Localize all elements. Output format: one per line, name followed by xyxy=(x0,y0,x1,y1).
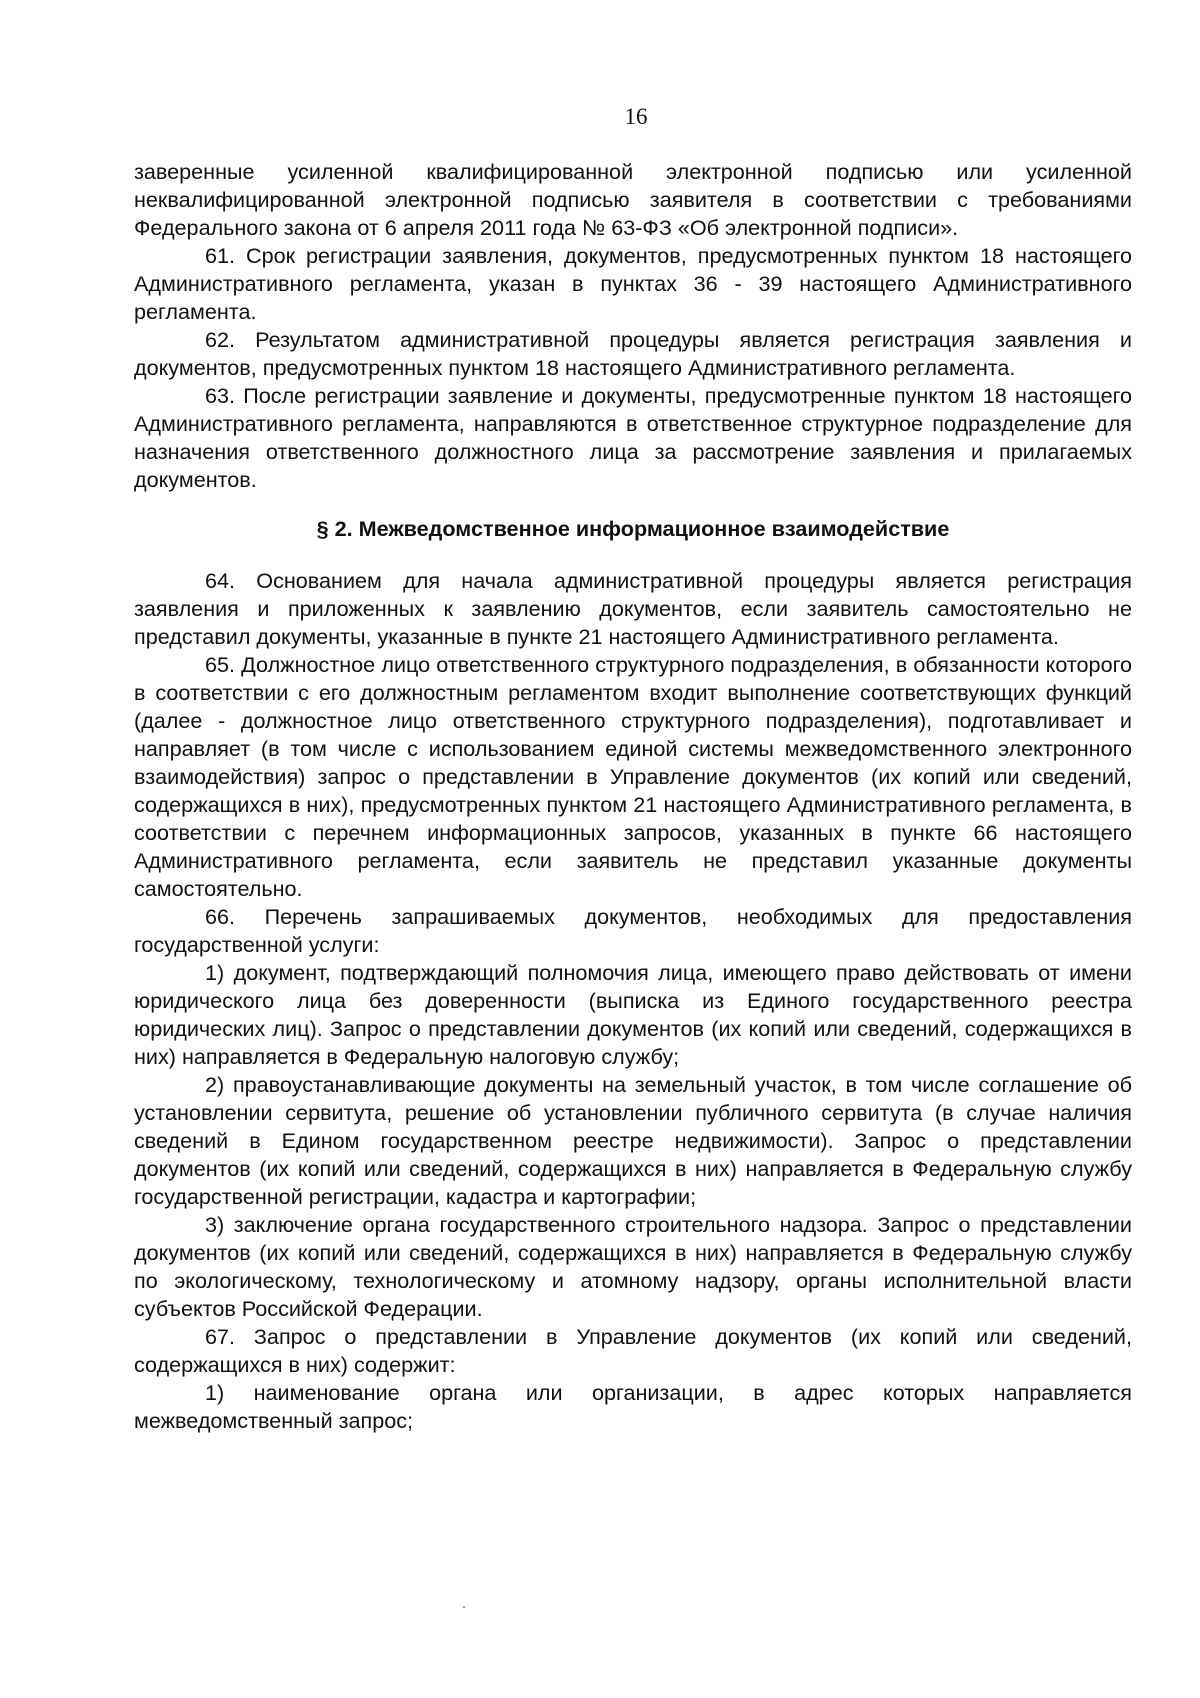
scan-artifact xyxy=(463,1606,465,1608)
paragraph-item-61: 61. Срок регистрации заявления, документов, предусмотренных пунктом 18 настоящего Административного регламента, указан в пунктах 36 - 39 настоящего Административного регламента. xyxy=(134,243,1132,324)
list-item-66-3: 3) заключение органа государственного строительного надзора. Запрос о представлении документов (их копий или сведений, содержащихся в них) направляется в Федеральную службу по экологическому, технологическому и атомному надзору, органы исполнительной власти субъектов Российской Федерации. xyxy=(134,1212,1132,1321)
paragraph-item-66: 66. Перечень запрашиваемых документов, необходимых для предоставления государственной услуги: xyxy=(134,904,1132,957)
paragraph-continuation: заверенные усиленной квалифицированной электронной подписью или усиленной неквалифицированной электронной подписью заявителя в соответствии с требованиями Федерального закона от 6 апреля 2011 года № 63-ФЗ «Об электронной подписи». xyxy=(134,159,1132,240)
paragraph-item-64: 64. Основанием для начала административной процедуры является регистрация заявления и приложенных к заявлению документов, если заявитель самостоятельно не представил документы, указанные в пункте 21 настоящего Административного регламента. xyxy=(134,568,1132,649)
paragraph-item-67: 67. Запрос о представлении в Управление документов (их копий или сведений, содержащихся в них) содержит: xyxy=(134,1324,1132,1377)
paragraph-item-63: 63. После регистрации заявление и документы, предусмотренные пунктом 18 настоящего Административного регламента, направляются в ответственное структурное подразделение для назначения ответственного должностного лица за рассмотрение заявления и прилагаемых документов. xyxy=(134,383,1132,492)
list-item-66-2: 2) правоустанавливающие документы на земельный участок, в том числе соглашение об установлении сервитута, решение об установлении публичного сервитута (в случае наличия сведений в Едином государственном реестре недвижимости). Запрос о представлении документов (их копий или сведений, содержащихся в них) направляется в Федеральную службу государственной регистрации, кадастра и картографии; xyxy=(134,1072,1132,1209)
document-body xyxy=(134,158,1132,1435)
paragraph-item-62: 62. Результатом административной процедуры является регистрация заявления и документов, предусмотренных пунктом 18 настоящего Административного регламента. xyxy=(134,327,1132,380)
list-item-66-1: 1) документ, подтверждающий полномочия лица, имеющего право действовать от имени юридического лица без доверенности (выписка из Единого государственного реестра юридических лиц). Запрос о представлении документов (их копий или сведений, содержащихся в них) направляется в Федеральную налоговую службу; xyxy=(134,960,1132,1069)
list-item-67-1: 1) наименование органа или организации, в адрес которых направляется межведомственный запрос; xyxy=(134,1380,1132,1433)
page-number: 16 xyxy=(624,104,648,129)
paragraph-item-65: 65. Должностное лицо ответственного структурного подразделения, в обязанности которого в соответствии с его должностным регламентом входит выполнение соответствующих функций (далее - должностное лицо ответственного структурного подразделения), подготавливает и направляет (в том числе с использованием единой системы межведомственного электронного взаимодействия) запрос о представлении в Управление документов (их копий или сведений, содержащихся в них), предусмотренных пунктом 21 настоящего Административного регламента, в соответствии с перечнем информационных запросов, указанных в пункте 66 настоящего Административного регламента, если заявитель не представил указанные документы самостоятельно. xyxy=(134,652,1132,901)
section-heading: § 2. Межведомственное информационное взаимодействие xyxy=(316,516,950,541)
